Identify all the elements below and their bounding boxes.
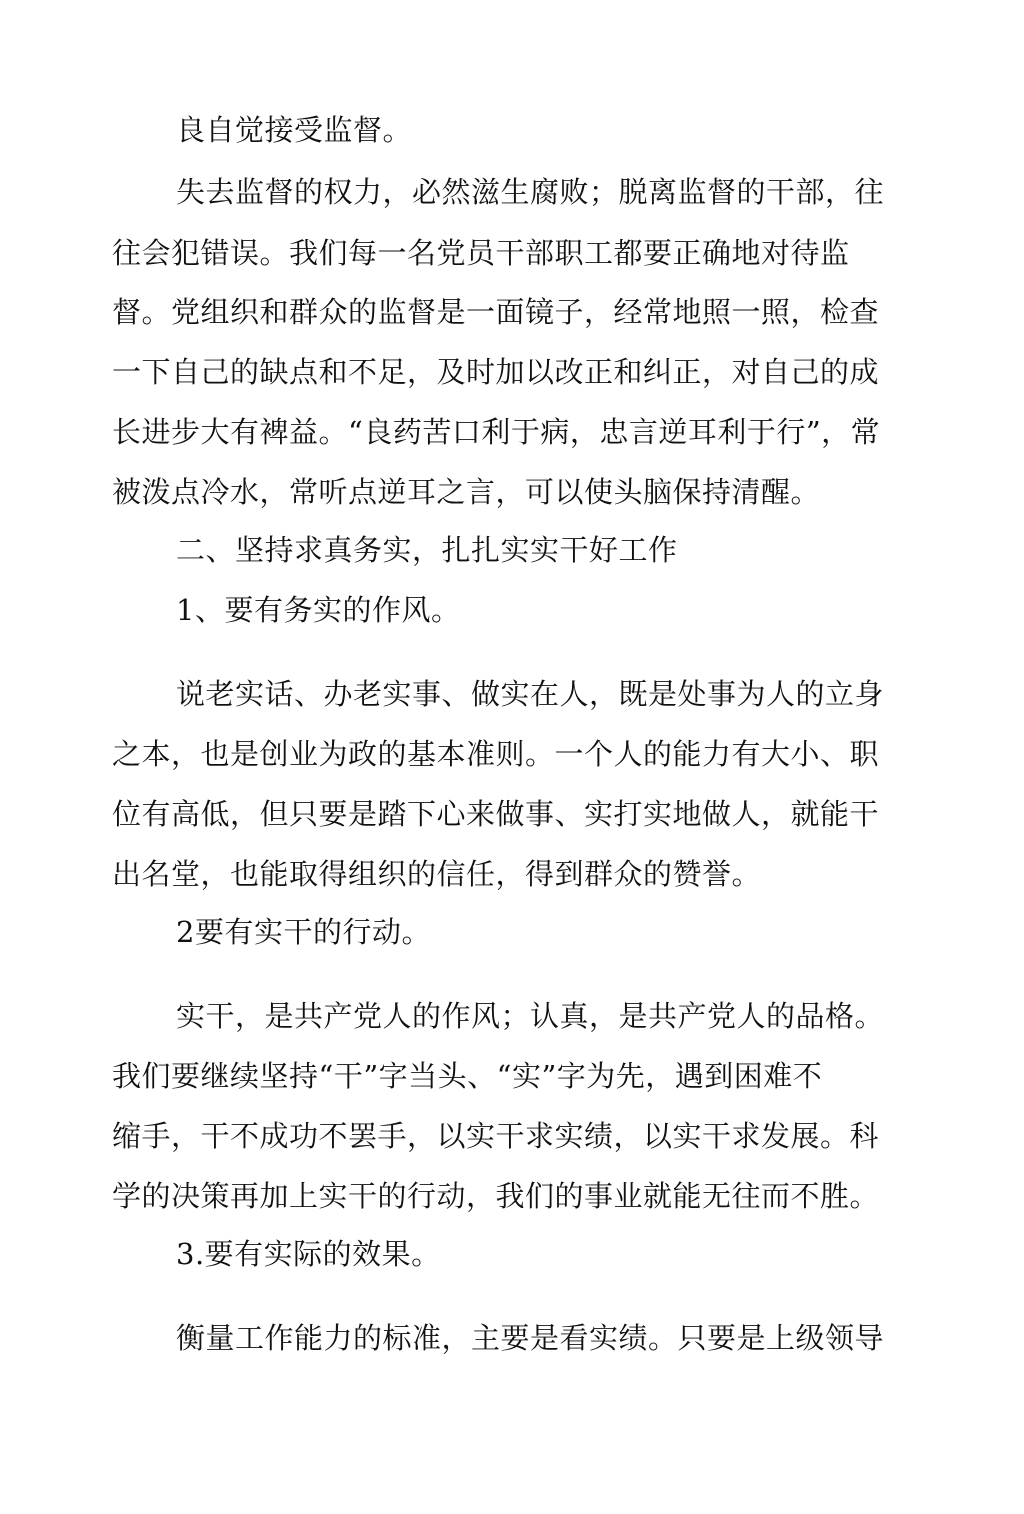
subsection-heading: 2要有实干的行动。 bbox=[176, 915, 431, 949]
text-line: 衡量工作能力的标准，主要是看实绩。只要是上级领导 bbox=[176, 1321, 885, 1355]
text-line: 之本，也是创业为政的基本准则。一个人的能力有大小、职 bbox=[112, 737, 880, 771]
text-line: 我们要继续坚持“干”字当头、“实”字为先，遇到困难不 bbox=[112, 1059, 823, 1093]
text-line: 说老实话、办老实事、做实在人，既是处事为人的立身 bbox=[176, 677, 885, 711]
text-line: 长进步大有裨益。“良药苦口利于病，忠言逆耳利于行”，常 bbox=[112, 415, 881, 449]
text-line: 良自觉接受监督。 bbox=[176, 113, 413, 147]
text-line: 往会犯错误。我们每一名党员干部职工都要正确地对待监 bbox=[112, 236, 850, 270]
text-line: 实干，是共产党人的作风；认真，是共产党人的品格。 bbox=[176, 999, 885, 1033]
section-heading: 二、坚持求真务实，扎扎实实干好工作 bbox=[176, 533, 678, 567]
text-line: 学的决策再加上实干的行动，我们的事业就能无往而不胜。 bbox=[112, 1179, 880, 1213]
text-line: 缩手，干不成功不罢手，以实干求实绩，以实干求发展。科 bbox=[112, 1119, 880, 1153]
text-line: 一下自己的缺点和不足，及时加以改正和纠正，对自己的成 bbox=[112, 355, 880, 389]
text-line: 失去监督的权力，必然滋生腐败；脱离监督的干部，往 bbox=[176, 175, 885, 209]
subsection-heading: 1、要有务实的作风。 bbox=[176, 593, 461, 627]
text-line: 督。党组织和群众的监督是一面镜子，经常地照一照，检查 bbox=[112, 295, 880, 329]
text-line: 被泼点冷水，常听点逆耳之言，可以使头脑保持清醒。 bbox=[112, 475, 821, 509]
subsection-heading: 3.要有实际的效果。 bbox=[176, 1237, 441, 1271]
text-line: 位有高低，但只要是踏下心来做事、实打实地做人，就能干 bbox=[112, 797, 880, 831]
text-line: 出名堂，也能取得组织的信任，得到群众的赞誉。 bbox=[112, 857, 762, 891]
